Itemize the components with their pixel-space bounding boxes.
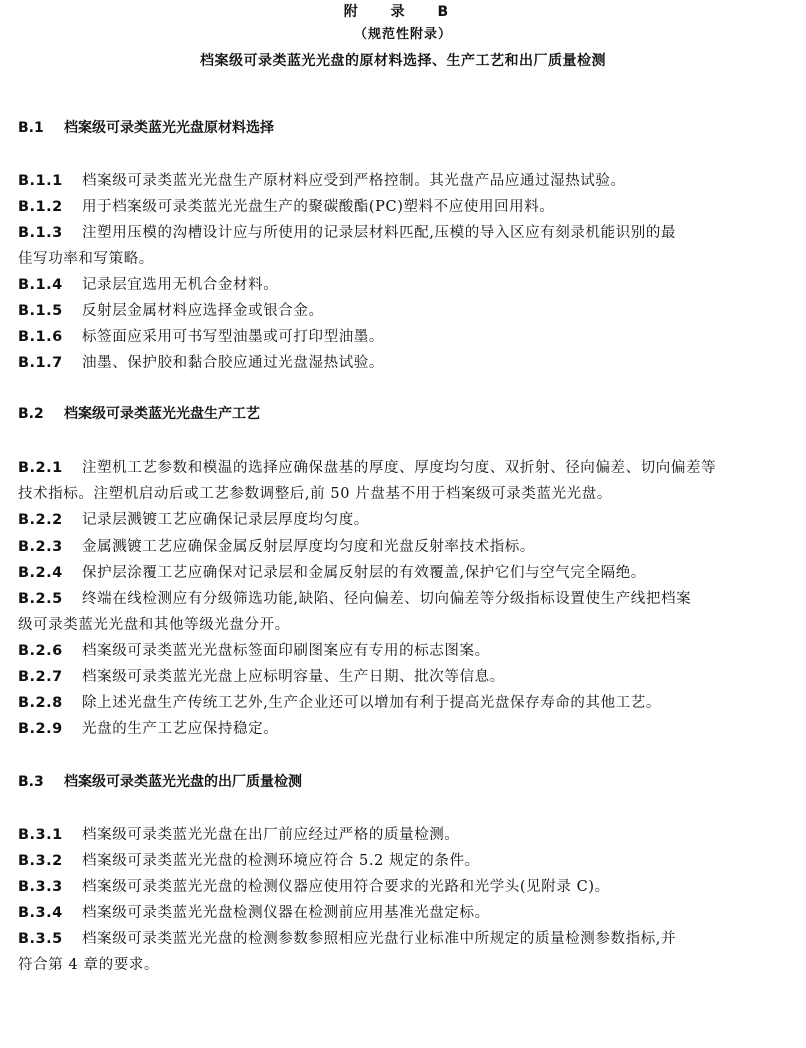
clause-number: B.2.2: [18, 512, 63, 528]
clause-text: 保护层涂覆工艺应确保对记录层和金属反射层的有效覆盖,保护它们与空气完全隔绝。: [82, 565, 646, 581]
clause-text: 除上述光盘生产传统工艺外,生产企业还可以增加有利于提高光盘保存寿命的其他工艺。: [82, 695, 662, 711]
clause-text: 金属溅镀工艺应确保金属反射层厚度均匀度和光盘反射率技术指标。: [82, 539, 535, 555]
clause-text: 档案级可录类蓝光光盘检测仪器在检测前应用基准光盘定标。: [82, 905, 490, 921]
clause-b3-3: [18, 874, 790, 900]
clause-b2-6: [18, 638, 790, 664]
clause-number: B.1.2: [18, 199, 63, 215]
clause-number: B.2.5: [18, 591, 63, 607]
clause-b3-4: [18, 900, 790, 926]
section-number: B.2: [18, 406, 44, 422]
clause-number: B.2.6: [18, 643, 63, 659]
clause-text: 终端在线检测应有分级筛选功能,缺陷、径向偏差、切向偏差等分级指标设置使生产线把档案: [82, 591, 692, 607]
clause-text: 记录层溅镀工艺应确保记录层厚度均匀度。: [82, 512, 369, 528]
clause-continuation: 符合第 4 章的要求。: [18, 957, 160, 973]
clause-number: B.1.7: [18, 355, 63, 371]
clause-number: B.3.5: [18, 931, 63, 947]
section-heading-b3: [18, 772, 302, 792]
clause-number: B.3.3: [18, 879, 63, 895]
clause-b2-9: [18, 716, 790, 742]
clause-b2-4: [18, 560, 790, 586]
clause-b2-3: [18, 534, 790, 560]
clause-text: 档案级可录类蓝光光盘标签面印刷图案应有专用的标志图案。: [82, 643, 490, 659]
section-title: 档案级可录类蓝光光盘生产工艺: [64, 406, 260, 422]
clause-text: 反射层金属材料应选择金或银合金。: [82, 303, 324, 319]
clause-b1-1: [18, 168, 790, 194]
clause-text: 注塑机工艺参数和模温的选择应确保盘基的厚度、厚度均匀度、双折射、径向偏差、切向偏差等: [82, 460, 717, 476]
appendix-title: 档案级可录类蓝光光盘的原材料选择、生产工艺和出厂质量检测: [200, 53, 606, 69]
clause-text: 注塑用压模的沟槽设计应与所使用的记录层材料匹配,压模的导入区应有刻录机能识别的最: [82, 225, 677, 241]
clause-text: 档案级可录类蓝光光盘的检测参数参照相应光盘行业标准中所规定的质量检测参数指标,并: [82, 931, 677, 947]
appendix-type: （规范性附录）: [353, 27, 452, 42]
clause-b2-2: [18, 507, 790, 533]
clause-b3-1: [18, 822, 790, 848]
clause-b2-8: [18, 690, 790, 716]
section-heading-b1: [18, 118, 274, 138]
clause-b1-6: [18, 324, 790, 350]
clause-b2-7: [18, 664, 790, 690]
clause-text: 档案级可录类蓝光光盘的检测环境应符合 5.2 规定的条件。: [82, 853, 480, 869]
clause-number: B.3.1: [18, 827, 63, 843]
clause-b3-5: [18, 926, 790, 978]
clause-b2-1: [18, 455, 790, 507]
clause-number: B.3.2: [18, 853, 63, 869]
clause-continuation: 技术指标。注塑机启动后或工艺参数调整后,前 50 片盘基不用于档案级可录类蓝光光盘。: [18, 486, 612, 502]
clause-number: B.3.4: [18, 905, 63, 921]
clause-b1-5: [18, 298, 790, 324]
clause-b1-2: [18, 194, 790, 220]
section-heading-b2: [18, 404, 260, 424]
clause-number: B.2.4: [18, 565, 63, 581]
clause-text: 档案级可录类蓝光光盘在出厂前应经过严格的质量检测。: [82, 827, 460, 843]
clause-b2-5: [18, 586, 790, 638]
clause-continuation: 级可录类蓝光光盘和其他等级光盘分开。: [18, 617, 290, 633]
section-title: 档案级可录类蓝光光盘原材料选择: [64, 120, 274, 136]
clause-number: B.2.3: [18, 539, 63, 555]
clause-text: 记录层宜选用无机合金材料。: [82, 277, 279, 293]
clause-text: 档案级可录类蓝光光盘上应标明容量、生产日期、批次等信息。: [82, 669, 505, 685]
clause-number: B.2.8: [18, 695, 63, 711]
clause-number: B.1.1: [18, 173, 63, 189]
clause-b1-3: [18, 220, 790, 272]
clause-number: B.1.3: [18, 225, 63, 241]
clause-text: 标签面应采用可书写型油墨或可打印型油墨。: [82, 329, 384, 345]
clause-number: B.1.5: [18, 303, 63, 319]
clause-number: B.1.4: [18, 277, 63, 293]
section-number: B.1: [18, 120, 44, 136]
clause-text: 油墨、保护胶和黏合胶应通过光盘湿热试验。: [82, 355, 384, 371]
clause-text: 档案级可录类蓝光光盘的检测仪器应使用符合要求的光路和光学头(见附录 C)。: [82, 879, 610, 895]
clause-b1-4: [18, 272, 790, 298]
appendix-label: 附 录 B: [343, 4, 463, 20]
clause-number: B.2.7: [18, 669, 63, 685]
clause-number: B.1.6: [18, 329, 63, 345]
section-number: B.3: [18, 774, 44, 790]
section-title: 档案级可录类蓝光光盘的出厂质量检测: [64, 774, 302, 790]
clause-text: 光盘的生产工艺应保持稳定。: [82, 721, 279, 737]
clause-continuation: 佳写功率和写策略。: [18, 251, 154, 267]
clause-text: 用于档案级可录类蓝光光盘生产的聚碳酸酯(PC)塑料不应使用回用料。: [82, 199, 555, 215]
clause-b1-7: [18, 350, 790, 376]
clause-text: 档案级可录类蓝光光盘生产原材料应受到严格控制。其光盘产品应通过湿热试验。: [82, 173, 626, 189]
clause-number: B.2.9: [18, 721, 63, 737]
clause-b3-2: [18, 848, 790, 874]
clause-number: B.2.1: [18, 460, 63, 476]
